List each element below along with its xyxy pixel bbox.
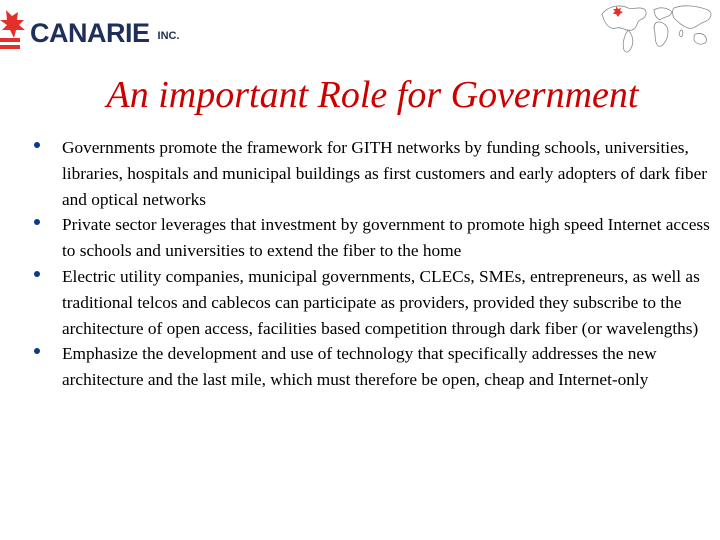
bullet-item <box>34 135 718 212</box>
bullet-text: Emphasize the development and use of technology that specifically addresses the new architecture and the last mile, which must therefore be open, cheap and Internet-only <box>62 344 657 390</box>
bullet-list <box>34 135 718 393</box>
maple-leaf-logo-icon <box>0 8 34 52</box>
bullet-dot-icon <box>34 271 40 277</box>
bullet-dot-icon <box>34 142 40 148</box>
logo-wordmark <box>30 20 180 47</box>
bullet-item <box>34 212 718 264</box>
bullet-item <box>34 341 718 393</box>
bullet-text: Private sector leverages that investment by government to promote high speed Internet access to schools and universities to extend the fiber to the home <box>62 215 710 261</box>
bullet-text: Governments promote the framework for GITH networks by funding schools, universities, libraries, hospitals and municipal buildings as first customers and early adopters of dark fiber and optical networks <box>62 138 708 209</box>
bullet-dot-icon <box>34 219 40 225</box>
logo-name: CANARIE <box>30 18 150 48</box>
bullet-text: Electric utility companies, municipal governments, CLECs, SMEs, entrepreneurs, as well as traditional telcos and cablecos can participate as providers, provided they subscribe to the architecture of open access, facilities based competition through dark fiber (or wavelengths) <box>62 266 700 338</box>
world-map-icon <box>598 0 720 56</box>
logo-suffix: INC. <box>157 30 180 42</box>
bullet-item <box>34 264 718 341</box>
bullet-dot-icon <box>34 348 40 354</box>
slide-title: An important Role for Government <box>106 74 639 116</box>
canarie-logo <box>0 8 180 56</box>
